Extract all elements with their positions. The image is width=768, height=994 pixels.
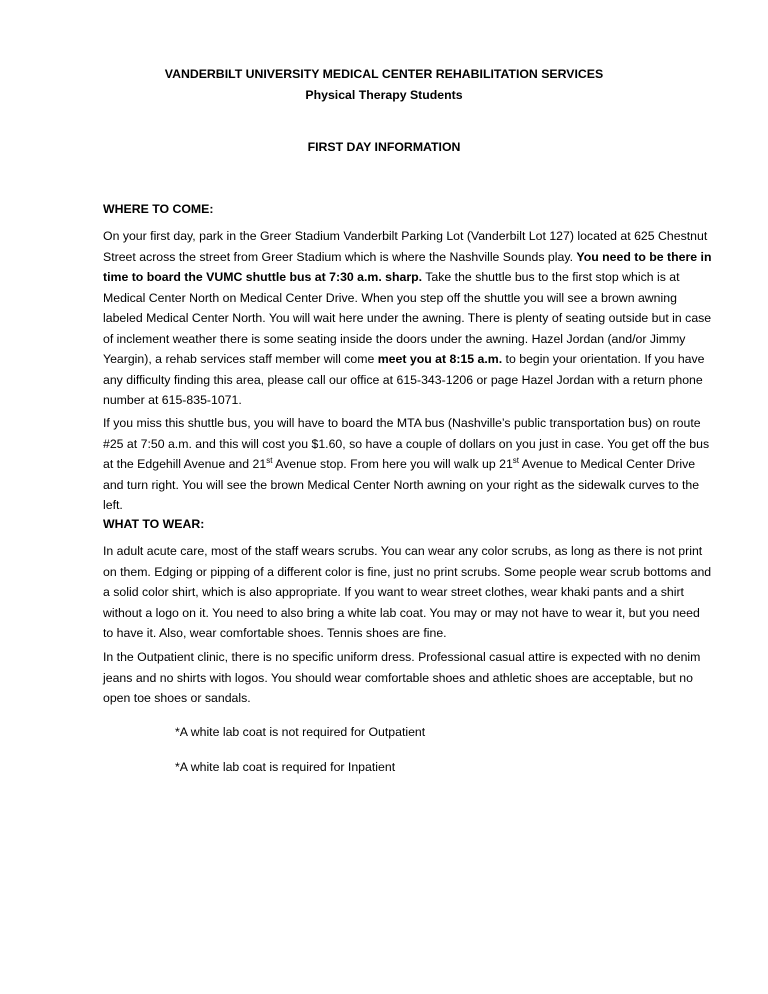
paragraph-directions: On your first day, park in the Greer Stadium Vanderbilt Parking Lot (Vanderbilt Lot 127) located at 625 Chestnut Street across the street from Greer Stadium which is where the Nashville Sounds play. You need to be there in time to board the VUMC shuttle bus at 7:30 a.m. sharp. Take the shuttle bus to the first stop which is at Medical Center North on Medical Center Drive. When you step off the shuttle you will see a brown awning labeled Medical Center North. You will wait here under the awning. There is plenty of seating outside but in case of inclement weather there is some seating inside the doors under the awning. Hazel Jordan (and/or Jimmy Yeargin), a rehab services staff member will come meet you at 8:15 a.m. to begin your orientation. If you have any difficulty finding this area, please call our office at 615-343-1206 or page Hazel Jordan with a return phone number at 615-835-1071. [103, 229, 712, 407]
paragraph-outpatient: In the Outpatient clinic, there is no specific uniform dress. Professional casual attire is expected with no denim jeans and no shirts with logos. You should wear comfortable shoes and athletic shoes are acceptable, but no open toe shoes or sandals. [103, 650, 701, 705]
document-title: VANDERBILT UNIVERSITY MEDICAL CENTER REHABILITATION SERVICES [164, 67, 604, 81]
section-heading-wear: WHAT TO WEAR: [103, 517, 205, 531]
document-subtitle: Physical Therapy Students [305, 88, 463, 102]
paragraph-acute-care: In adult acute care, most of the staff wears scrubs. You can wear any color scrubs, as long as there is not print on them. Edging or pipping of a different color is fine, just no print scrubs. Some people wear scrub bottoms and a solid color shirt, which is also appropriate. If you want to wear street clothes, wear khaki pants and a shirt without a logo on it. You need to also bring a white lab coat. You may or may not have to wear it, but you need to have it. Also, wear comfortable shoes. Tennis shoes are fine. [103, 544, 712, 640]
document-heading: FIRST DAY INFORMATION [307, 140, 461, 154]
section-heading-where: WHERE TO COME: [103, 202, 214, 216]
note-outpatient: *A white lab coat is not required for Outpatient [175, 725, 426, 739]
note-inpatient: *A white lab coat is required for Inpatient [175, 760, 396, 774]
paragraph-missed-shuttle: If you miss this shuttle bus, you will have to board the MTA bus (Nashville’s public transportation bus) on route #25 at 7:50 a.m. and this will cost you $1.60, so have a couple of dollars on you just in case. You get off the bus at the Edgehill Avenue and 21st Avenue stop. From here you will walk up 21st Avenue to Medical Center Drive and turn right. You will see the brown Medical Center North awning on your right as the sidewalk curves to the left. [103, 416, 710, 512]
